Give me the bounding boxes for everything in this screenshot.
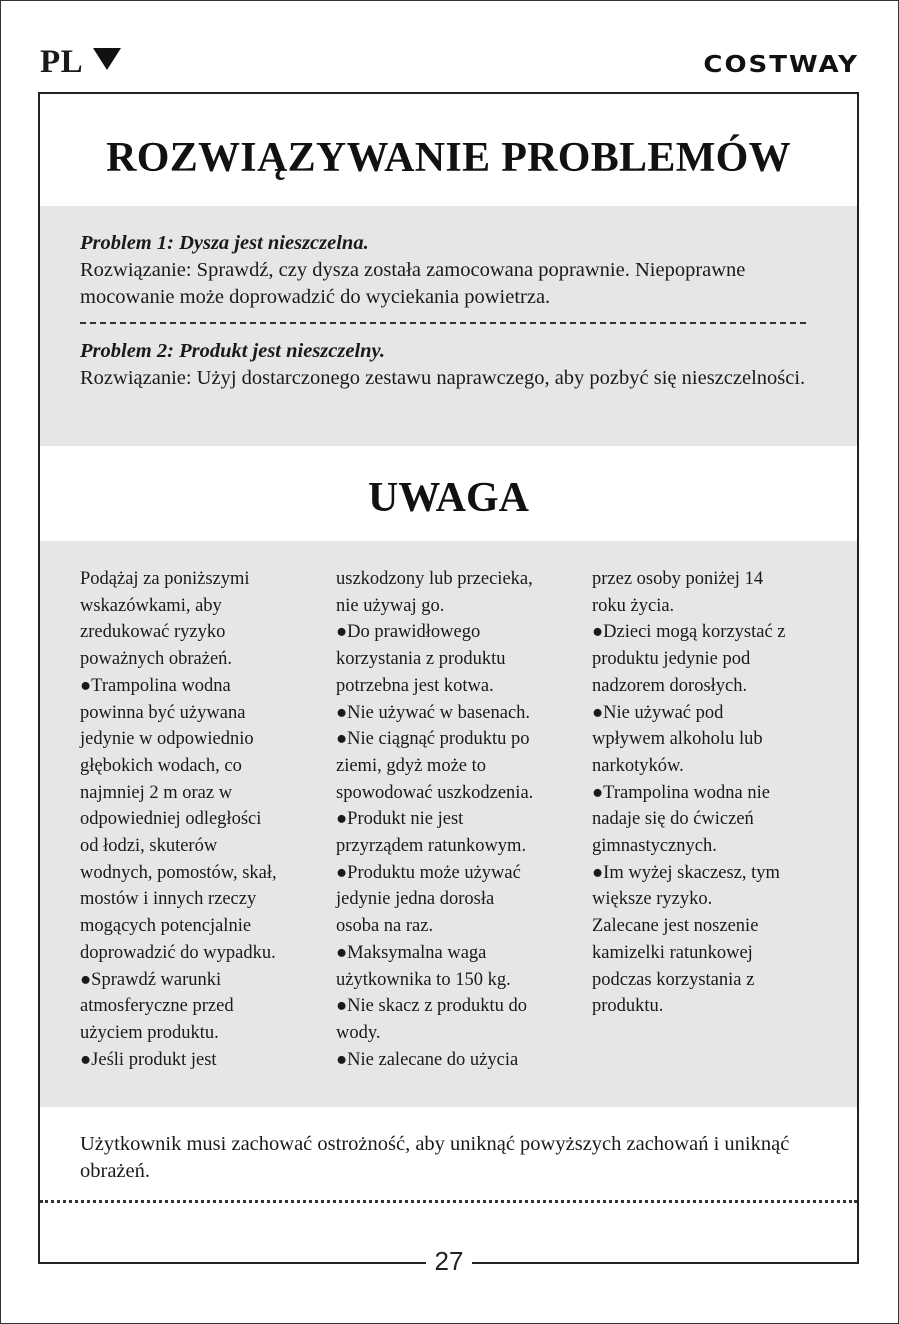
dotted-divider [40,1200,857,1203]
problem-2 [80,338,820,392]
problem-1-solution: Rozwiązanie: Sprawdź, czy dysza została zamocowana poprawnie. Niepoprawne mocowanie może doprowadzić do wyciekania powietrza. [80,259,746,308]
troubleshooting-title: ROZWIĄZYWANIE PROBLEMÓW [106,135,791,181]
page-number: 27 [434,1246,464,1276]
language-label: PL [40,44,84,80]
language-tag [40,44,121,81]
problem-1-title: Problem 1: Dysza jest nieszczelna. [80,232,369,254]
dashed-divider [80,322,806,324]
problem-2-solution: Rozwiązanie: Użyj dostarczonego zestawu naprawczego, aby pozbyć się nieszczelności. [80,367,806,389]
problem-1 [80,230,820,311]
brand-logo: COSTWAY [703,51,859,79]
problem-2-title: Problem 2: Produkt jest nieszczelny. [80,340,386,362]
frame-bottom-left [38,1262,426,1264]
warning-column-1: Podążaj za poniższymi wskazówkami, aby zredukować ryzyko poważnych obrażeń. ●Trampolina wodna powinna być używana jedynie w odpowiednio głębokich wodach, co najmniej 2 m oraz w odpowiedniej odległości od łodzi, skuterów wodnych, pomostów, skał, mostów i innych rzeczy mogących potencjalnie doprowadzić do wypadku. ●Sprawdź warunki atmosferyczne przed użyciem produktu. ●Jeśli produkt jest [80,569,277,1070]
warning-title: UWAGA [367,475,529,521]
warning-column-2: uszkodzony lub przecieka, nie używaj go. ●Do prawidłowego korzystania z produktu potrzebna jest kotwa. ●Nie używać w basenach. ●Nie ciągnąć produktu po ziemi, gdyż może to spowodować uszkodzenia. ●Produkt nie jest przyrządem ratunkowym. ●Produktu może używać jedynie jedna dorosła osoba na raz. ●Maksymalna waga użytkownika to 150 kg. ●Nie skacz z produktu do wody. ●Nie zalecane do użycia [336,569,534,1070]
footer-note: Użytkownik musi zachować ostrożność, aby uniknąć powyższych zachowań i uniknąć obrażeń. [80,1133,790,1182]
frame-bottom-right [472,1262,859,1264]
triangle-down-icon [93,48,121,70]
warning-column-3: przez osoby poniżej 14 roku życia. ●Dzieci mogą korzystać z produktu jedynie pod nadzorem dorosłych. ●Nie używać pod wpływem alkoholu lub narkotyków. ●Trampolina wodna nie nadaje się do ćwiczeń gimnastycznych. ●Im wyżej skaczesz, tym większe ryzyko. Zalecane jest noszenie kamizelki ratunkowej podczas korzystania z produktu. [592,569,786,1017]
